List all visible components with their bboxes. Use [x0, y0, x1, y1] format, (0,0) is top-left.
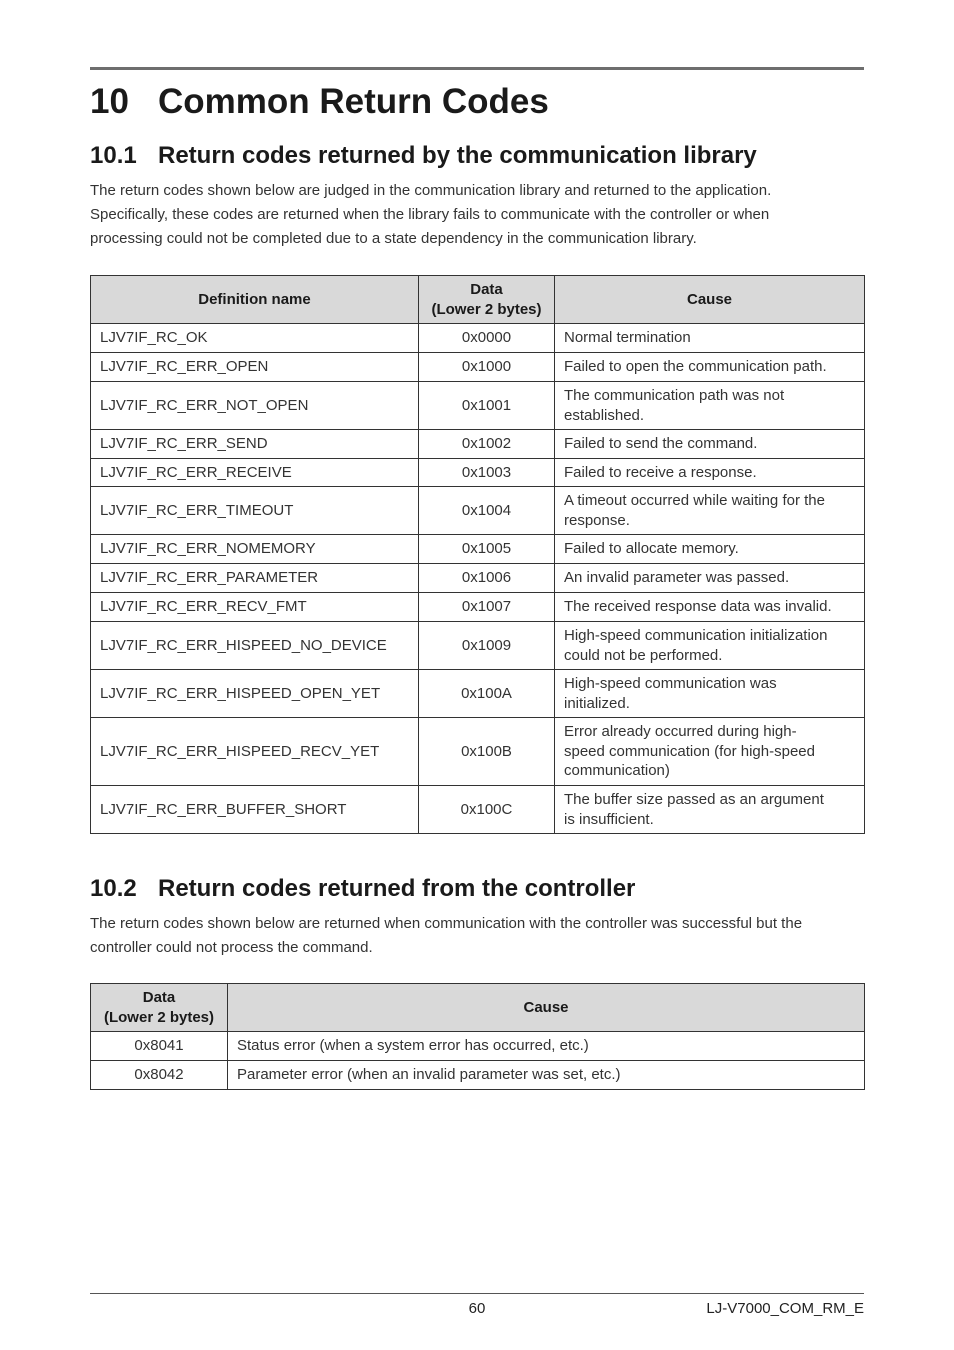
cause-cell [555, 670, 865, 718]
header-cause: Cause [228, 984, 865, 1032]
intro-line: The return codes shown below are returned when communication with the controller was successful but the [90, 915, 803, 932]
cause-line: Error already occurred during high- [564, 723, 797, 741]
cause-cell [555, 535, 865, 564]
section-10-1-number: 10.1 [90, 142, 137, 169]
document-id: LJ-V7000_COM_RM_E [706, 1300, 864, 1317]
data-cell: 0x1007 [419, 593, 555, 622]
table-row [91, 1061, 865, 1090]
header-data-line1: Data [470, 281, 503, 298]
definition-name-cell: LJV7IF_RC_ERR_RECEIVE [91, 459, 419, 487]
definition-name-cell: LJV7IF_RC_ERR_HISPEED_NO_DEVICE [91, 622, 419, 670]
table-row [91, 430, 865, 459]
cause-cell [555, 593, 865, 622]
cause-cell [555, 564, 865, 593]
data-cell: 0x100B [419, 718, 555, 786]
table-row [91, 786, 865, 834]
cause-cell [555, 353, 865, 382]
definition-name-cell: LJV7IF_RC_ERR_RECV_FMT [91, 593, 419, 622]
cause-line: established. [564, 406, 645, 424]
cause-line: The communication path was not [564, 387, 785, 404]
cause-line: could not be performed. [564, 646, 723, 664]
cause-cell: Parameter error (when an invalid parameter was set, etc.) [228, 1061, 865, 1090]
definition-name-cell: LJV7IF_RC_ERR_NOMEMORY [91, 535, 419, 564]
definition-name-cell: LJV7IF_RC_ERR_SEND [91, 430, 419, 459]
definition-name-cell: LJV7IF_RC_ERR_HISPEED_RECV_YET [91, 718, 419, 786]
table-row [91, 382, 865, 430]
chapter-title [90, 80, 549, 124]
definition-name-cell: LJV7IF_RC_ERR_HISPEED_OPEN_YET [91, 670, 419, 718]
data-cell: 0x1009 [419, 622, 555, 670]
top-rule [90, 67, 864, 70]
table-row [91, 718, 865, 786]
header-data [91, 984, 228, 1032]
intro-line: The return codes shown below are judged in the communication library and returned to the application. [90, 182, 772, 199]
cause-line: Normal termination [564, 329, 691, 347]
data-cell: 0x100C [419, 786, 555, 834]
table-row [91, 670, 865, 718]
data-cell: 0x8041 [91, 1032, 228, 1061]
cause-cell [555, 622, 865, 670]
header-data-line2: (Lower 2 bytes) [103, 1008, 215, 1026]
intro-line: controller could not process the command. [90, 939, 373, 956]
cause-line: speed communication (for high-speed [564, 742, 815, 760]
cause-line: Failed to send the command. [564, 435, 758, 453]
cause-line: High-speed communication was [564, 675, 777, 692]
data-cell: 0x1001 [419, 382, 555, 430]
cause-line: communication) [564, 762, 670, 780]
section-10-1-title-text: Return codes returned by the communication library [158, 142, 757, 169]
definition-name-cell: LJV7IF_RC_ERR_BUFFER_SHORT [91, 786, 419, 834]
library-return-codes-table [90, 275, 865, 834]
table-row [91, 622, 865, 670]
cause-line: A timeout occurred while waiting for the [564, 492, 825, 509]
data-cell: 0x0000 [419, 324, 555, 353]
cause-cell [555, 487, 865, 535]
header-data-line1: Data [142, 989, 176, 1006]
data-cell: 0x1006 [419, 564, 555, 593]
section-10-1-title [90, 141, 757, 171]
table-header-row [91, 276, 865, 324]
cause-line: The received response data was invalid. [564, 598, 832, 616]
cause-cell: Status error (when a system error has occurred, etc.) [228, 1032, 865, 1061]
data-cell: 0x1002 [419, 430, 555, 459]
definition-name-cell: LJV7IF_RC_ERR_PARAMETER [91, 564, 419, 593]
table-row [91, 593, 865, 622]
cause-line: Failed to open the communication path. [564, 358, 827, 376]
bottom-rule [90, 1293, 864, 1294]
header-data [419, 276, 555, 324]
data-cell: 0x8042 [91, 1061, 228, 1090]
page-number: 60 [468, 1300, 486, 1317]
table-row [91, 1032, 865, 1061]
section-10-2-title-text: Return codes returned from the controller [158, 875, 636, 902]
definition-name-cell: LJV7IF_RC_ERR_OPEN [91, 353, 419, 382]
header-data-line2: (Lower 2 bytes) [431, 300, 542, 318]
cause-cell [555, 382, 865, 430]
cause-cell [555, 459, 865, 487]
cause-cell [555, 430, 865, 459]
chapter-title-text: Common Return Codes [158, 82, 549, 121]
cause-cell [555, 324, 865, 353]
section-10-2-number: 10.2 [90, 875, 137, 902]
header-definition-name: Definition name [91, 276, 419, 324]
cause-line: is insufficient. [564, 810, 654, 828]
section-10-1-intro [90, 179, 864, 251]
cause-line: Failed to allocate memory. [564, 540, 739, 558]
controller-return-codes-table [90, 983, 865, 1090]
header-cause: Cause [555, 276, 865, 324]
data-cell: 0x1003 [419, 459, 555, 487]
data-cell: 0x100A [419, 670, 555, 718]
table-row [91, 324, 865, 353]
cause-cell [555, 718, 865, 786]
cause-cell [555, 786, 865, 834]
intro-line: processing could not be completed due to a state dependency in the communication library. [90, 230, 697, 247]
data-cell: 0x1005 [419, 535, 555, 564]
cause-line: An invalid parameter was passed. [564, 569, 790, 587]
table-header-row [91, 984, 865, 1032]
table-row [91, 459, 865, 487]
data-cell: 0x1004 [419, 487, 555, 535]
table-row [91, 353, 865, 382]
cause-line: response. [564, 511, 630, 529]
section-10-2-intro [90, 912, 864, 960]
cause-line: Failed to receive a response. [564, 463, 757, 481]
definition-name-cell: LJV7IF_RC_OK [91, 324, 419, 353]
intro-line: Specifically, these codes are returned when the library fails to communicate with the controller or when [90, 206, 770, 223]
definition-name-cell: LJV7IF_RC_ERR_TIMEOUT [91, 487, 419, 535]
table-row [91, 487, 865, 535]
cause-line: The buffer size passed as an argument [564, 791, 824, 808]
cause-line: initialized. [564, 694, 630, 712]
table-row [91, 535, 865, 564]
chapter-number: 10 [90, 82, 129, 121]
cause-line: High-speed communication initialization [564, 627, 828, 644]
data-cell: 0x1000 [419, 353, 555, 382]
table-row [91, 564, 865, 593]
definition-name-cell: LJV7IF_RC_ERR_NOT_OPEN [91, 382, 419, 430]
section-10-2-title [90, 874, 635, 904]
